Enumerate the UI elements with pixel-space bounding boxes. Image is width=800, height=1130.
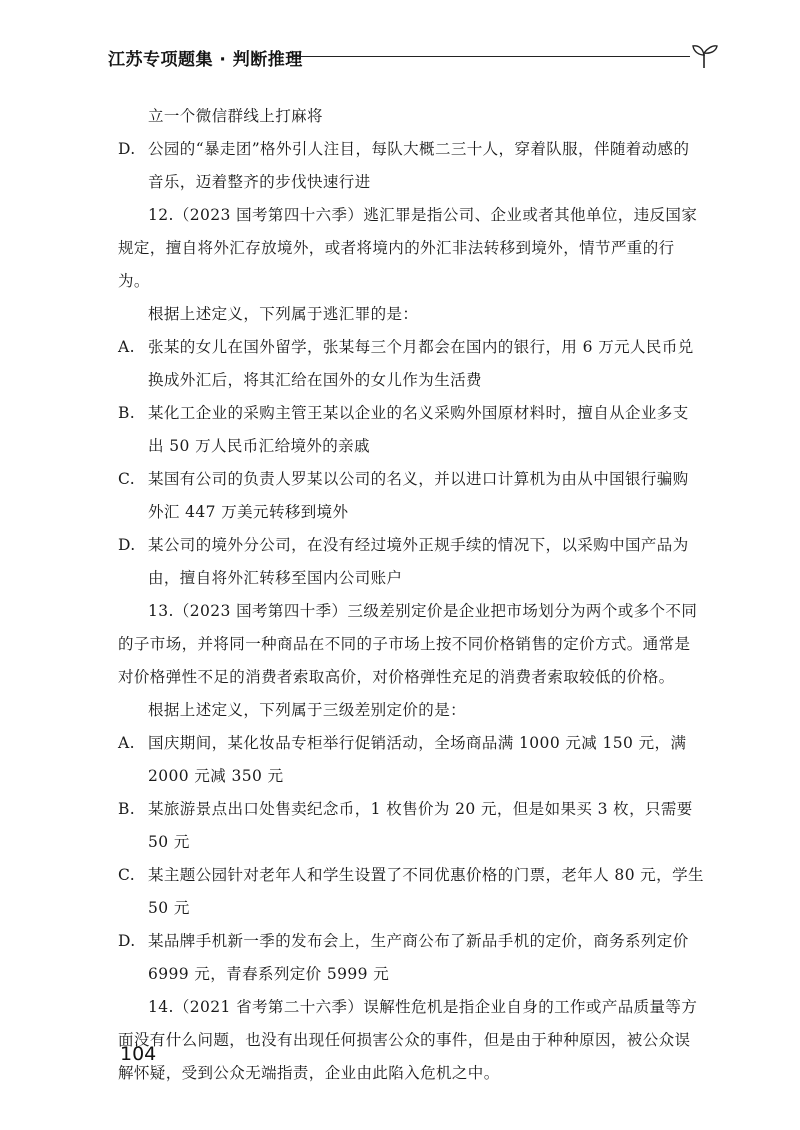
option-c-continuation: 立一个微信群线上打麻将: [148, 107, 323, 125]
option-letter: D.: [118, 140, 136, 158]
question-content: [118, 100, 704, 1090]
question-13-option-a: [118, 727, 704, 793]
question-12-option-a: [118, 331, 704, 397]
option-letter: C.: [118, 470, 136, 488]
option-letter: A.: [118, 338, 135, 356]
header-rule: [290, 56, 690, 57]
question-12-option-c: [118, 463, 704, 529]
question-12-option-d: [118, 529, 704, 595]
option-d-previous: [118, 133, 704, 199]
option-letter: A.: [118, 734, 135, 752]
question-13-option-d: [118, 925, 704, 991]
option-text: 国庆期间，某化妆品专柜举行促销活动，全场商品满 1000 元减 150 元，满 2000 元减 350 元: [148, 734, 687, 785]
option-letter: B.: [118, 404, 136, 422]
question-13-prompt: 根据上述定义，下列属于三级差别定价的是：: [148, 701, 467, 719]
running-header: [108, 40, 720, 70]
option-letter: D.: [118, 932, 136, 950]
question-14-stem: 14.（2021 省考第二十六季）误解性危机是指企业自身的工作或产品质量等方面没有什么问题，也没有出现任何损害公众的事件，但是由于种种原因，被公众误解怀疑，受到公众无端指责，企业由此陷入危机之中。: [118, 998, 698, 1082]
sprout-icon: [688, 40, 720, 70]
option-text: 某旅游景点出口处售卖纪念币，1 枚售价为 20 元，但是如果买 3 枚，只需要 50 元: [148, 800, 693, 851]
question-12-option-b: [118, 397, 704, 463]
question-12-stem: 12.（2023 国考第四十六季）逃汇罪是指公司、企业或者其他单位，违反国家规定，擅自将外汇存放境外，或者将境内的外汇非法转移到境外，情节严重的行为。: [118, 206, 698, 290]
option-text: 公园的“暴走团”格外引人注目，每队大概二三十人，穿着队服，伴随着动感的音乐，迈着整齐的步伐快速行进: [148, 140, 690, 191]
question-13-option-b: [118, 793, 704, 859]
option-letter: B.: [118, 800, 136, 818]
option-text: 某化工企业的采购主管王某以企业的名义采购外国原材料时，擅自从企业多支出 50 万人民币汇给境外的亲戚: [148, 404, 689, 455]
page-number: 104: [120, 1043, 157, 1065]
option-letter: D.: [118, 536, 136, 554]
option-text: 某主题公园针对老年人和学生设置了不同优惠价格的门票，老年人 80 元，学生 50 元: [148, 866, 704, 917]
question-13-stem: 13.（2023 国考第四十季）三级差别定价是企业把市场划分为两个或多个不同的子市场，并将同一种商品在不同的子市场上按不同价格销售的定价方式。通常是对价格弹性不足的消费者索取高价，对价格弹性充足的消费者索取较低的价格。: [118, 602, 698, 686]
question-13-option-c: [118, 859, 704, 925]
option-text: 某公司的境外分公司，在没有经过境外正规手续的情况下，以采购中国产品为由，擅自将外汇转移至国内公司账户: [148, 536, 689, 587]
option-text: 某国有公司的负责人罗某以公司的名义，并以进口计算机为由从中国银行骗购外汇 447 万美元转移到境外: [148, 470, 689, 521]
option-letter: C.: [118, 866, 136, 884]
option-text: 某品牌手机新一季的发布会上，生产商公布了新品手机的定价，商务系列定价 6999 元，青春系列定价 5999 元: [148, 932, 689, 983]
header-title: 江苏专项题集 · 判断推理: [108, 50, 303, 70]
question-12-prompt: 根据上述定义，下列属于逃汇罪的是：: [148, 305, 419, 323]
option-text: 张某的女儿在国外留学，张某每三个月都会在国内的银行，用 6 万元人民币兑换成外汇后，将其汇给在国外的女儿作为生活费: [148, 338, 694, 389]
